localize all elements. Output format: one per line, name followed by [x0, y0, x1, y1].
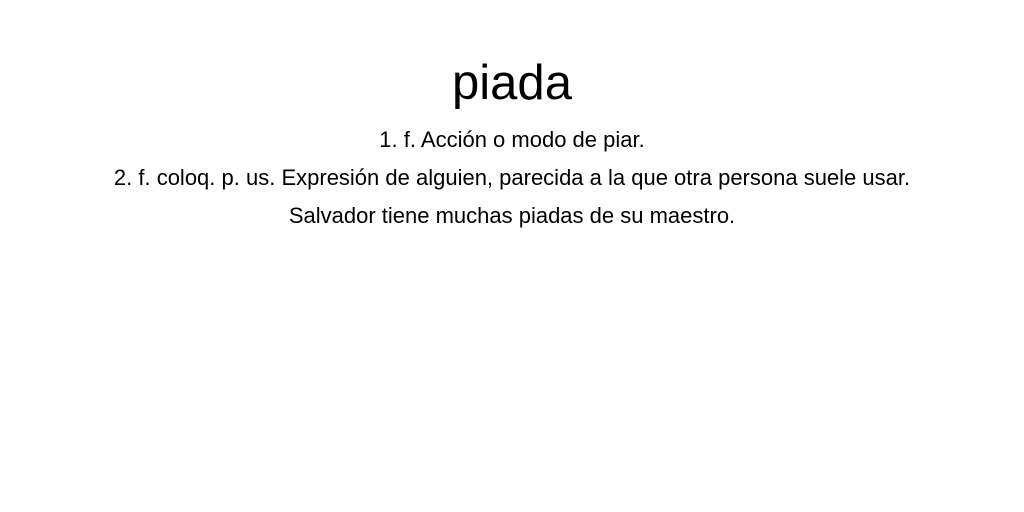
definition-number: 1. — [379, 127, 398, 152]
definition-text: Expresión de alguien, parecida a la que otra persona suele usar. Salvador tiene muchas piadas de su maestro. — [281, 165, 911, 228]
headword: piada — [452, 56, 572, 110]
grammar-abbreviation: f. — [403, 127, 416, 152]
definition-2 — [80, 159, 944, 235]
definition-number: 2. — [113, 165, 133, 190]
definition-list — [80, 121, 944, 235]
definition-text: Acción o modo de piar. — [420, 127, 645, 152]
definition-1 — [80, 121, 944, 159]
grammar-abbreviation: f. coloq. p. us. — [138, 165, 276, 190]
